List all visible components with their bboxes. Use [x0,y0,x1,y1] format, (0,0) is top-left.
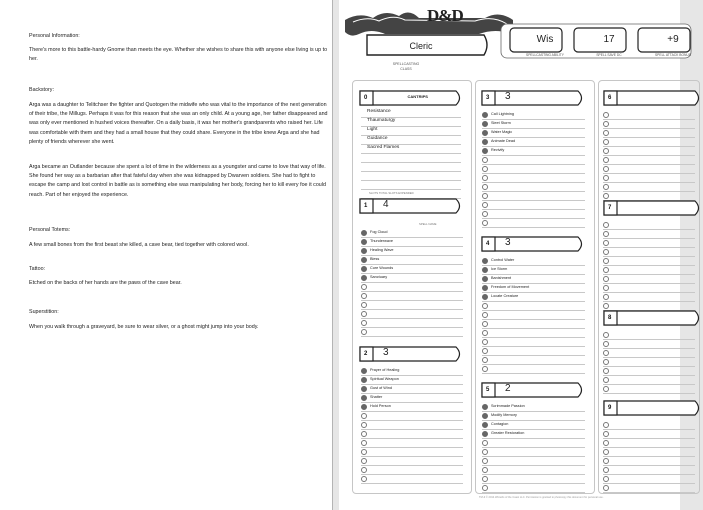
prepared-checkbox[interactable] [361,458,367,464]
spell-name: Water Magic [491,129,513,134]
prepared-checkbox[interactable] [361,422,367,428]
spell-save-dc-field[interactable]: 17 [603,34,615,45]
totems-text: A few small bones from the first beast she killed, a cave bear, tied together with colored wool. [29,242,249,248]
prepared-checkbox[interactable] [361,248,367,254]
spell-level-number: 3 [486,95,490,101]
prepared-checkbox[interactable] [361,320,367,326]
prepared-checkbox[interactable] [603,258,609,264]
prepared-checkbox[interactable] [482,294,488,300]
spell-name: Sleet Storm [491,120,511,125]
slots-total-field[interactable]: 3 [505,237,511,248]
prepared-checkbox[interactable] [482,139,488,145]
prepared-checkbox[interactable] [603,166,609,172]
spellcasting-ability-field[interactable]: Wis [536,34,554,45]
prepared-checkbox[interactable] [482,348,488,354]
prepared-checkbox[interactable] [361,284,367,290]
spell-level-header-6 [603,88,703,108]
tattoo-text: Etched on the backs of her hands are the paws of the cave bear. [29,280,182,286]
prepared-checkbox[interactable] [482,312,488,318]
prepared-checkbox[interactable] [603,485,609,491]
prepared-checkbox[interactable] [361,293,367,299]
spell-name: Thunderwave [370,238,394,243]
spell-level-header-9 [603,398,703,418]
spell-row[interactable] [482,364,585,374]
spell-name: Revivify [491,147,505,152]
prepared-checkbox[interactable] [482,184,488,190]
spell-name: Modify Memory [491,412,517,417]
spell-level-header-2 [359,344,464,364]
spell-attack-bonus-field[interactable]: +9 [667,34,679,45]
prepared-checkbox[interactable] [361,311,367,317]
level-banner-frame [603,398,703,418]
prepared-checkbox[interactable] [603,267,609,273]
spell-level-number: 0 [364,95,368,101]
spell-row[interactable] [361,327,463,337]
spell-name: Hold Person [370,403,391,408]
prepared-checkbox[interactable] [482,267,488,273]
prepared-checkbox[interactable] [603,377,609,383]
prepared-checkbox[interactable] [603,139,609,145]
spell-name: Resistance [367,109,391,114]
prepared-checkbox[interactable] [482,431,488,437]
level-banner-frame [359,344,464,364]
backstory-paragraph-2: Arga became an Outlander because she spent a lot of time in the wilderness as a youngster and came to love that way of life. She found her way as a barbarian after that fateful day when she was kidnapped by Dwarven soldiers. She had to fight to escape the camp and lost control in battle as is something else was manipulating her body, forcing her to kill every foe it could reach. Part of her enjoyed the experience. [29,164,326,198]
spell-level-header-0 [359,88,464,108]
prepared-checkbox[interactable] [482,121,488,127]
spellcasting-ability-label: SPELLCASTING ABILITY [526,53,564,57]
spell-save-dc-label: SPELL SAVE DC [596,53,622,57]
cantrips-title: CANTRIPS [407,94,428,99]
spell-level-header-1 [359,196,464,216]
prepared-checkbox[interactable] [482,404,488,410]
spell-row[interactable] [603,384,695,394]
prepared-checkbox[interactable] [603,341,609,347]
prepared-checkbox[interactable] [482,440,488,446]
spell-level-number: 9 [608,405,612,411]
prepared-checkbox[interactable] [482,357,488,363]
spell-level-number: 2 [364,351,368,357]
prepared-checkbox[interactable] [482,467,488,473]
prepared-checkbox[interactable] [361,257,367,263]
backstory-page [0,0,333,510]
spell-name: Control Water [491,257,515,262]
prepared-checkbox[interactable] [603,368,609,374]
prepared-checkbox[interactable] [603,240,609,246]
spell-name: Ice Storm [491,266,508,271]
prepared-checkbox[interactable] [603,121,609,127]
prepared-checkbox[interactable] [482,193,488,199]
prepared-checkbox[interactable] [603,285,609,291]
spell-level-header-5 [481,380,586,400]
spell-name: Light [367,127,378,132]
prepared-checkbox[interactable] [603,476,609,482]
prepared-checkbox[interactable] [361,275,367,281]
level-banner-frame [603,198,703,218]
prepared-checkbox[interactable] [361,449,367,455]
spell-level-number: 6 [608,95,612,101]
spell-row[interactable] [361,474,463,484]
prepared-checkbox[interactable] [361,368,367,374]
prepared-checkbox[interactable] [603,449,609,455]
prepared-checkbox[interactable] [482,485,488,491]
prepared-checkbox[interactable] [603,112,609,118]
prepared-checkbox[interactable] [482,202,488,208]
prepared-checkbox[interactable] [482,157,488,163]
level-banner-frame [603,88,703,108]
backstory-heading: Backstory: [29,87,54,93]
prepared-checkbox[interactable] [603,175,609,181]
prepared-checkbox[interactable] [361,395,367,401]
prepared-checkbox[interactable] [482,449,488,455]
spell-level-number: 8 [608,315,612,321]
spell-name: Prayer of Healing [370,367,400,372]
spell-name: Greater Restoration [491,430,525,435]
slots-labels: SLOTS TOTAL SLOTS EXPENDED [369,191,414,195]
prepared-checkbox[interactable] [482,339,488,345]
prepared-checkbox[interactable] [482,175,488,181]
spell-name: Sanctuary [370,274,388,279]
level-banner-frame [359,196,464,216]
prepared-checkbox[interactable] [603,222,609,228]
spell-level-number: 1 [364,203,368,209]
slots-total-field[interactable]: 2 [505,383,511,394]
prepared-checkbox[interactable] [361,476,367,482]
prepared-checkbox[interactable] [603,440,609,446]
prepared-checkbox[interactable] [482,458,488,464]
spell-name: Locate Creature [491,293,519,298]
prepared-checkbox[interactable] [603,157,609,163]
prepared-checkbox[interactable] [603,431,609,437]
spell-level-header-8 [603,308,703,328]
prepared-checkbox[interactable] [482,148,488,154]
level-banner-frame [481,88,586,108]
spellcasting-class-label: SPELLCASTING CLASS [392,62,420,71]
spell-row[interactable] [482,218,585,228]
prepared-checkbox[interactable] [361,302,367,308]
spell-level-number: 7 [608,205,612,211]
spellcasting-class-field[interactable]: Cleric [409,41,433,51]
spell-name: Bless [370,256,380,261]
slots-total-field[interactable]: 3 [505,91,511,102]
prepared-checkbox[interactable] [361,467,367,473]
spell-name: Freedom of Movement [491,284,530,289]
spell-level-number: 4 [486,241,490,247]
totems-heading: Personal Totems: [29,227,71,233]
spell-name: Cure Wounds [370,265,394,270]
prepared-checkbox[interactable] [361,440,367,446]
spell-sheet-page [339,0,692,510]
prepared-checkbox[interactable] [603,184,609,190]
spell-name: Spiritual Weapon [370,376,399,381]
spell-name: Banishment [491,275,512,280]
prepared-checkbox[interactable] [603,386,609,392]
prepared-checkbox[interactable] [482,321,488,327]
spell-name: Call Lightning [491,111,515,116]
prepared-checkbox[interactable] [482,422,488,428]
prepared-checkbox[interactable] [482,166,488,172]
spell-name: Contagion [491,421,509,426]
spell-name: Fog Cloud [370,229,388,234]
prepared-checkbox[interactable] [603,350,609,356]
prepared-checkbox[interactable] [603,276,609,282]
prepared-checkbox[interactable] [482,276,488,282]
spell-row[interactable] [482,483,585,493]
spell-name: Shatter [370,394,383,399]
prepared-checkbox[interactable] [603,231,609,237]
superstition-heading: Superstition: [29,309,59,315]
prepared-checkbox[interactable] [603,294,609,300]
prepared-checkbox[interactable] [482,366,488,372]
prepared-checkbox[interactable] [482,258,488,264]
spell-level-header-3 [481,88,586,108]
spell-name: Sacred Flames [367,145,400,150]
prepared-checkbox[interactable] [361,404,367,410]
prepared-checkbox[interactable] [603,249,609,255]
prepared-checkbox[interactable] [361,230,367,236]
prepared-checkbox[interactable] [603,467,609,473]
dnd-logo: D&D [427,6,463,25]
prepared-checkbox[interactable] [482,130,488,136]
prepared-checkbox[interactable] [603,148,609,154]
prepared-checkbox[interactable] [482,413,488,419]
level-banner-frame [481,234,586,254]
spell-name: Guidance [367,136,388,141]
spell-attack-bonus-label: SPELL ATTACK BONUS [654,53,692,57]
spell-name: Animate Dead [491,138,516,143]
prepared-checkbox[interactable] [361,329,367,335]
prepared-checkbox[interactable] [603,422,609,428]
prepared-checkbox[interactable] [361,431,367,437]
level-banner-frame [481,380,586,400]
legal-footer: TM & © 2014 Wizards of the Coast LLC. Permission is granted to photocopy this document for personal use. [479,496,604,499]
personal-info-heading: Personal Information: [29,33,80,39]
prepared-checkbox[interactable] [361,377,367,383]
spell-name: Healing Wave [370,247,394,252]
spell-name: Gust of Wind [370,385,392,390]
personal-info-text: There's more to this battle-hardy Gnome than meets the eye. Whether she wishes to share this with anyone else living is up to her. [29,47,328,63]
backstory-paragraph-1: Arga was a daughter to Telitchser the fighter and Quotogen the midwife who was vital to the importance of the next generation of their tribe, the Millugs. Perhaps it was for this reason that she was an only child. At a young age, her father disappeared and was only ever mentioned in hushed voices thereafter. On a daily basis, it was her mother's grandparents who raised her. Life was comfortable with them and they had a small house that they could share. Everyone in the tribe knew Arga and she had plenty of friends wherever she went. [29,102,328,145]
spell-row[interactable] [603,483,695,493]
prepared-checkbox[interactable] [603,359,609,365]
prepared-checkbox[interactable] [482,112,488,118]
prepared-checkbox[interactable] [361,386,367,392]
prepared-checkbox[interactable] [603,458,609,464]
prepared-checkbox[interactable] [482,211,488,217]
prepared-checkbox[interactable] [482,220,488,226]
prepared-checkbox[interactable] [482,330,488,336]
prepared-checkbox[interactable] [482,476,488,482]
prepared-checkbox[interactable] [361,413,367,419]
spell-name: Scrimmade Passion [491,403,525,408]
prepared-checkbox[interactable] [603,332,609,338]
spell-name: Thaumaturgy [367,118,396,123]
spell-name-label: SPELL NAME [419,222,437,226]
spell-level-number: 5 [486,387,490,393]
level-banner-frame [603,308,703,328]
prepared-checkbox[interactable] [603,130,609,136]
prepared-checkbox[interactable] [482,285,488,291]
superstition-text: When you walk through a graveyard, be sure to wear silver, or a ghost might jump into your body. [29,324,259,330]
slots-total-field[interactable]: 4 [383,199,389,210]
prepared-checkbox[interactable] [482,303,488,309]
prepared-checkbox[interactable] [361,239,367,245]
tattoo-heading: Tattoo: [29,266,46,272]
slots-total-field[interactable]: 3 [383,347,389,358]
spell-level-header-4 [481,234,586,254]
spell-level-header-7 [603,198,703,218]
prepared-checkbox[interactable] [361,266,367,272]
